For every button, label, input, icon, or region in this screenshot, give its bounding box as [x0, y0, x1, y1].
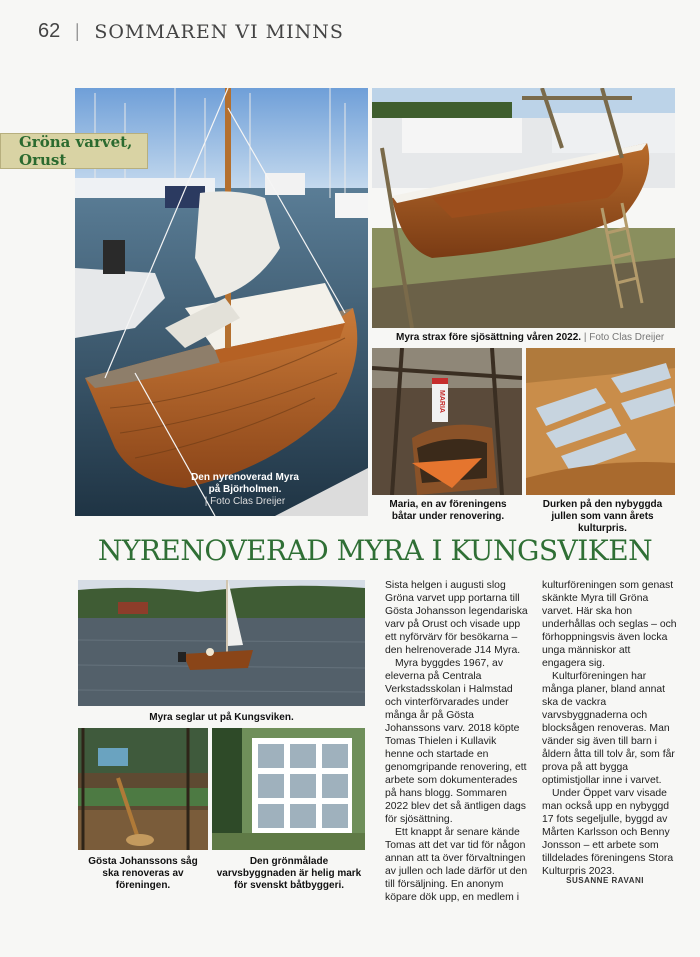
author-byline: SUSANNE RAVANI: [566, 876, 644, 885]
page-number: 62: [38, 20, 61, 42]
saw-caption-text: Gösta Johanssons såg ska renoveras av föreningen.: [88, 856, 198, 891]
article-headline: NYRENOVERAD MYRA I KUNGSVIKEN: [97, 534, 653, 567]
main-photo-caption-text: Den nyrenoverad Myra på Björholmen.: [191, 472, 299, 495]
main-photo-caption: [190, 472, 300, 508]
body-column-2: [542, 579, 677, 878]
location-tag: Gröna varvet, Orust: [0, 133, 148, 169]
saw-photo: [78, 728, 208, 850]
durken-photo: [526, 348, 675, 495]
column1-paragraph-1: Sista helgen i augusti slog Gröna varvet upp portarna till Gösta Johansson legendariska varv på Orust och visade upp ett nyförvärv för besökarna – den helrenoverade J14 Myra.: [385, 580, 528, 656]
main-photo-credit: | Foto Clas Dreijer: [204, 496, 286, 507]
building-caption: [214, 856, 364, 892]
boat-on-land-photo: [372, 88, 675, 328]
column2-paragraph-2: Kulturföreningen har många planer, bland annat ska de vackra varvsbyggnaderna och blocksågen renoveras. Man vänder sig även till barn i åldern åtta till tolv år, som får prova på att bygga optimistjollar inne i varvet.: [542, 671, 675, 786]
sailing-caption-text: Myra seglar ut på Kungsviken.: [149, 712, 294, 723]
page-header: [38, 20, 344, 43]
column2-paragraph-3: Under Öppet varv visade man också upp en nybyggd 17 fots segeljulle, byggd av Mårten Karlsson och Benny Jonsson – ett arbete som tilldelades föreningens Stora Kulturpris 2023.: [542, 788, 674, 877]
top-right-caption-text: Myra strax före sjösättning våren 2022.: [396, 332, 582, 343]
column1-paragraph-2: Myra byggdes 1967, av eleverna på Centrala Verkstadsskolan i Halmstad och vinterförvarades under många år på Gösta Johanssons varv. 2018 köpte Tomas Thielen i Kullavik henne och startade en genomgripande renovering, ett arbete som dokumenterades på hans blogg. Sommaren 2022 blev det så äntligen dags för sjösättning.: [385, 658, 527, 825]
top-right-credit: | Foto Clas Dreijer: [583, 332, 665, 343]
sailing-photo: [78, 580, 365, 706]
maria-boat-photo: [372, 348, 522, 495]
saw-caption: [80, 856, 206, 892]
section-title: SOMMAREN VI MINNS: [94, 20, 344, 43]
top-right-caption: [396, 332, 676, 344]
maria-caption-text: Maria, en av föreningens båtar under renovering.: [389, 499, 507, 522]
maria-flag-text: MARIA: [438, 390, 445, 413]
maria-caption: [378, 499, 518, 523]
building-caption-text: Den grönmålade varvsbyggnaden är helig mark för svenskt båtbyggeri.: [216, 856, 362, 891]
header-separator: |: [74, 21, 81, 42]
sailing-caption: [78, 712, 365, 724]
green-building-photo: [212, 728, 365, 850]
durken-caption-text: Durken på den nybyggda jullen som vann årets kulturpris.: [542, 499, 663, 534]
body-column-1: [385, 579, 528, 904]
column1-paragraph-3: Ett knappt år senare kände Tomas att det var tid för någon annan att ta över förvaltningen av jullen och lade därför ut den till försäljning. En anonym köpare dök upp, en medlem i: [385, 827, 528, 903]
durken-caption: [530, 499, 675, 535]
column2-paragraph-1: kulturföreningen som genast skänkte Myra till Gröna varvet. Här ska hon underhållas och seglas – och förhoppningsvis även locka unga människor att engagera sig.: [542, 580, 677, 669]
